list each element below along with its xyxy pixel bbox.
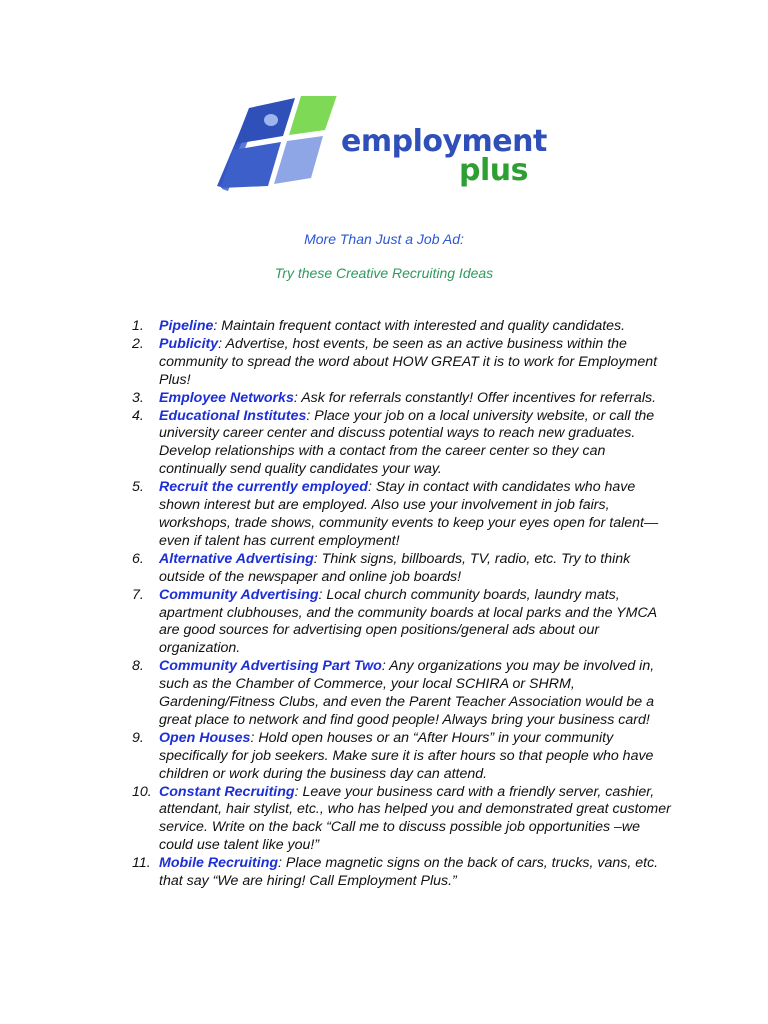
list-item <box>132 390 672 408</box>
list-item <box>132 784 672 856</box>
item-text: : Any organizations you may be involved in, such as the Chamber of Commerce, your local SCHIRA or SHRM, Gardening/Fitness Clubs, and even the Parent Teacher Association would be a great place to network and find good people! Always bring your business card! <box>159 658 655 728</box>
item-number: 7. <box>132 586 144 603</box>
list-item <box>132 318 672 336</box>
item-text: : Think signs, billboards, TV, radio, etc. Try to think outside of the newspaper and online job boards! <box>159 550 631 585</box>
list-item <box>132 336 672 390</box>
item-text: : Maintain frequent contact with interested and quality candidates. <box>213 318 626 334</box>
item-number: 1. <box>132 318 144 334</box>
item-number: 5. <box>132 479 144 496</box>
logo-word-plus: plus <box>459 153 528 188</box>
item-number: 11. <box>132 855 151 872</box>
item-keyword: Community Advertising Part Two <box>159 658 382 675</box>
item-keyword: Alternative Advertising <box>159 550 314 567</box>
list-item <box>132 658 672 730</box>
item-text: : Hold open houses or an “After Hours” in your community specifically for job seekers. Make sure it is after hours so that people who have children or work during the business day can attend. <box>159 729 654 782</box>
recruiting-ideas-list <box>132 318 672 891</box>
item-keyword: Community Advertising <box>159 586 319 603</box>
item-text: : Stay in contact with candidates who have shown interest but are employed. Also use your involvement in job fairs, workshops, trade shows, community events to keep your eyes open for talent—even if talent has current employment! <box>159 479 659 549</box>
item-text: : Advertise, host events, be seen as an active business within the community to spread the word about HOW GREAT it is to work for Employment Plus! <box>159 335 658 388</box>
item-number: 9. <box>132 729 144 746</box>
item-text: : Place your job on a local university website, or call the university career center and discuss potential ways to reach new graduates. Develop relationships with a contact from the career center so they can continually send quality candidates your way. <box>159 407 655 478</box>
list-item <box>132 730 672 784</box>
employment-plus-logo <box>213 96 558 196</box>
logo-mark-icon <box>213 96 338 196</box>
subtitle-more-than-job-ad: More Than Just a Job Ad: <box>304 231 464 247</box>
item-keyword: Constant Recruiting <box>159 783 295 800</box>
item-text: : Place magnetic signs on the back of cars, trucks, vans, etc. that say “We are hiring! Call Employment Plus.” <box>159 855 659 890</box>
item-keyword: Publicity <box>159 335 219 352</box>
item-keyword: Recruit the currently employed <box>159 479 368 496</box>
list-item <box>132 479 672 551</box>
item-number: 2. <box>132 335 144 352</box>
item-number: 10. <box>132 783 152 800</box>
item-keyword: Open Houses <box>159 729 251 746</box>
subtitle-recruiting-ideas: Try these Creative Recruiting Ideas <box>274 265 494 281</box>
item-text: : Leave your business card with a friendly server, cashier, attendant, hair stylist, etc., who has helped you and demonstrated great customer service. Write on the back “Call me to discuss possible job opportunities –we could use talent like you!” <box>159 783 671 854</box>
logo-word-employment: employment <box>341 124 547 159</box>
item-keyword: Mobile Recruiting <box>159 855 279 872</box>
item-number: 4. <box>132 407 144 424</box>
list-item <box>132 587 672 659</box>
item-number: 8. <box>132 658 144 675</box>
item-keyword: Employee Networks <box>159 389 294 406</box>
list-item <box>132 408 672 480</box>
item-number: 6. <box>132 550 144 567</box>
item-number: 3. <box>132 389 144 406</box>
item-text: : Local church community boards, laundry mats, apartment clubhouses, and the community boards at local parks and the YMCA are good sources for advertising open positions/general ads about our organization. <box>159 586 657 657</box>
list-item <box>132 551 672 587</box>
item-text: : Ask for referrals constantly! Offer incentives for referrals. <box>293 389 657 406</box>
list-item <box>132 855 672 891</box>
item-keyword: Educational Institutes <box>159 407 307 424</box>
item-keyword: Pipeline <box>159 318 214 334</box>
